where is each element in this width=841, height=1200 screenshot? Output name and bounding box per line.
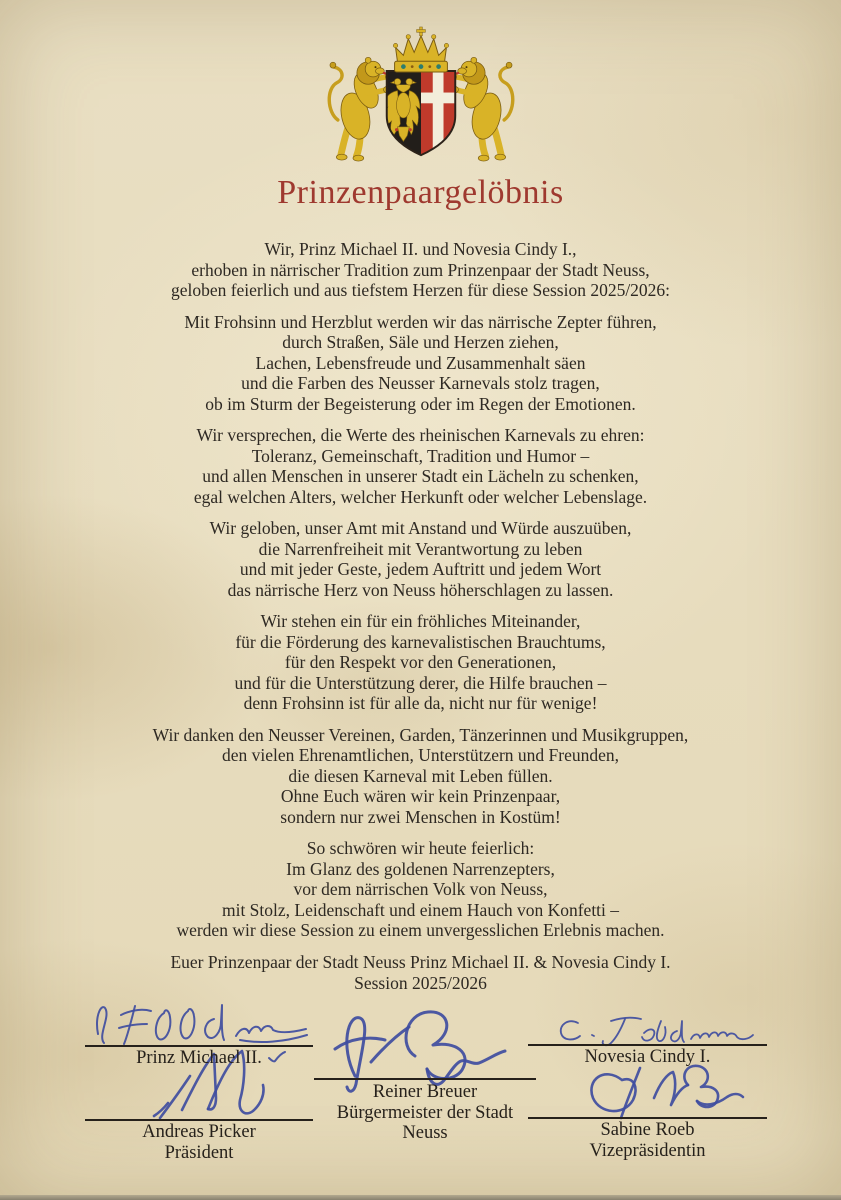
signature-line-reiner-breuer bbox=[314, 1078, 536, 1080]
pledge-paragraph bbox=[40, 239, 801, 301]
pledge-line: Lachen, Lebensfreude und Zusammenhalt säen bbox=[255, 352, 586, 373]
signature-block-reiner-breuer bbox=[314, 1082, 536, 1144]
pledge-line: und allen Menschen in unserer Stadt ein Lächeln zu schenken, bbox=[202, 466, 639, 486]
pledge-line: mit Stolz, Leidenschaft und einem Hauch von Konfetti – bbox=[221, 899, 620, 920]
shield bbox=[382, 71, 455, 159]
pledge-line: Mit Frohsinn und Herzblut werden wir das närrische Zepter führen, bbox=[184, 311, 657, 332]
pledge-line: und für die Unterstützung derer, die Hilfe brauchen – bbox=[234, 672, 607, 693]
pledge-line: werden wir diese Session zu einem unvergesslichen Erlebnis machen. bbox=[176, 920, 665, 940]
prinz-michael-signature-ink bbox=[88, 996, 314, 1050]
scan-bottom-edge bbox=[0, 1195, 841, 1200]
pledge-line: durch Straßen, Säle und Herzen ziehen, bbox=[282, 332, 559, 352]
pledge-line: die diesen Karneval mit Leben füllen. bbox=[288, 765, 553, 786]
pledge-paragraph bbox=[40, 312, 801, 415]
pledge-paragraphs bbox=[40, 239, 801, 1006]
pledge-line: Wir danken den Neusser Vereinen, Garden, Tänzerinnen und Musikgruppen, bbox=[152, 724, 689, 745]
pledge-paragraph bbox=[40, 952, 801, 995]
signature-title-praesident: Präsident bbox=[164, 1142, 234, 1163]
pledge-line: vor dem närrischen Volk von Neuss, bbox=[293, 879, 548, 899]
pledge-line: denn Frohsinn ist für alle da, nicht nur für wenige! bbox=[243, 693, 598, 713]
pledge-line: Toleranz, Gemeinschaft, Tradition und Humor – bbox=[251, 445, 590, 466]
signature-name-sabine-roeb: Sabine Roeb bbox=[600, 1120, 695, 1140]
pledge-line: und mit jeder Geste, jedem Auftritt und jedem Wort bbox=[239, 559, 602, 579]
pledge-line: Im Glanz des goldenen Narrenzepters, bbox=[286, 858, 555, 879]
neuss-coat-of-arms-icon bbox=[323, 26, 519, 163]
pledge-line: Wir stehen ein für ein fröhliches Miteinander, bbox=[260, 611, 581, 631]
pledge-line: die Narrenfreiheit mit Verantwortung zu leben bbox=[258, 538, 583, 559]
pledge-paragraph bbox=[40, 725, 801, 828]
pledge-line: egal welchen Alters, welcher Herkunft oder welcher Lebenslage. bbox=[193, 486, 648, 507]
signature-name-reiner-breuer: Reiner Breuer bbox=[372, 1082, 478, 1102]
signature-line-sabine-roeb bbox=[528, 1117, 767, 1119]
document-title: Prinzenpaargelöbnis bbox=[277, 174, 564, 211]
pledge-line: den vielen Ehrenamtlichen, Unterstützern und Freunden, bbox=[221, 745, 620, 765]
signature-name-andreas-picker: Andreas Picker bbox=[142, 1122, 256, 1142]
signature-block-sabine-roeb bbox=[528, 1120, 767, 1161]
pledge-paragraph bbox=[40, 838, 801, 941]
signature-name-prinz-michael: Prinz Michael II. bbox=[136, 1048, 262, 1068]
pledge-line: Wir, Prinz Michael II. und Novesia Cindy I., bbox=[264, 239, 577, 259]
signature-block-andreas-picker bbox=[85, 1122, 313, 1163]
signature-line-andreas-picker bbox=[85, 1119, 313, 1121]
signature-name-novesia-cindy: Novesia Cindy I. bbox=[584, 1047, 711, 1067]
pledge-line: geloben feierlich und aus tiefstem Herzen für diese Session 2025/2026: bbox=[170, 280, 671, 300]
pledge-line: das närrische Herz von Neuss höherschlagen zu lassen. bbox=[227, 579, 614, 600]
pledge-line: erhoben in närrischer Tradition zum Prinzenpaar der Stadt Neuss, bbox=[191, 259, 650, 280]
pledge-line: und die Farben des Neusser Karnevals stolz tragen, bbox=[241, 373, 600, 393]
signature-title-buergermeister: Bürgermeister der Stadt Neuss bbox=[336, 1102, 514, 1143]
pledge-line: für den Respekt vor den Generationen, bbox=[284, 652, 557, 672]
signature-line-novesia-cindy bbox=[528, 1044, 767, 1046]
signature-title-vizepraesidentin: Vizepräsidentin bbox=[589, 1140, 706, 1161]
pledge-line: Ohne Euch wären wir kein Prinzenpaar, bbox=[280, 786, 561, 806]
pledge-line: Wir geloben, unser Amt mit Anstand und Würde auszuüben, bbox=[209, 518, 632, 538]
lion-supporter-left bbox=[329, 57, 392, 161]
pledge-line: Wir versprechen, die Werte des rheinischen Karnevals zu ehren: bbox=[196, 425, 645, 445]
pledge-line: ob im Sturm der Begeisterung oder im Regen der Emotionen. bbox=[205, 393, 636, 414]
pledge-paragraph bbox=[40, 425, 801, 507]
pledge-line: Session 2025/2026 bbox=[354, 973, 487, 993]
crown-icon bbox=[393, 27, 448, 72]
pledge-paragraph bbox=[40, 611, 801, 714]
pledge-line: für die Förderung des karnevalistischen Brauchtums, bbox=[235, 631, 606, 652]
lion-supporter-right bbox=[449, 57, 512, 161]
pledge-paragraph bbox=[40, 518, 801, 600]
novesia-feldmann-signature-ink bbox=[551, 1010, 757, 1048]
pledge-line: Euer Prinzenpaar der Stadt Neuss Prinz Michael II. & Novesia Cindy I. bbox=[170, 951, 671, 972]
signature-line-prinz-michael bbox=[85, 1045, 313, 1047]
pledge-line: So schwören wir heute feierlich: bbox=[306, 838, 535, 858]
pledge-line: sondern nur zwei Menschen in Kostüm! bbox=[280, 806, 561, 827]
